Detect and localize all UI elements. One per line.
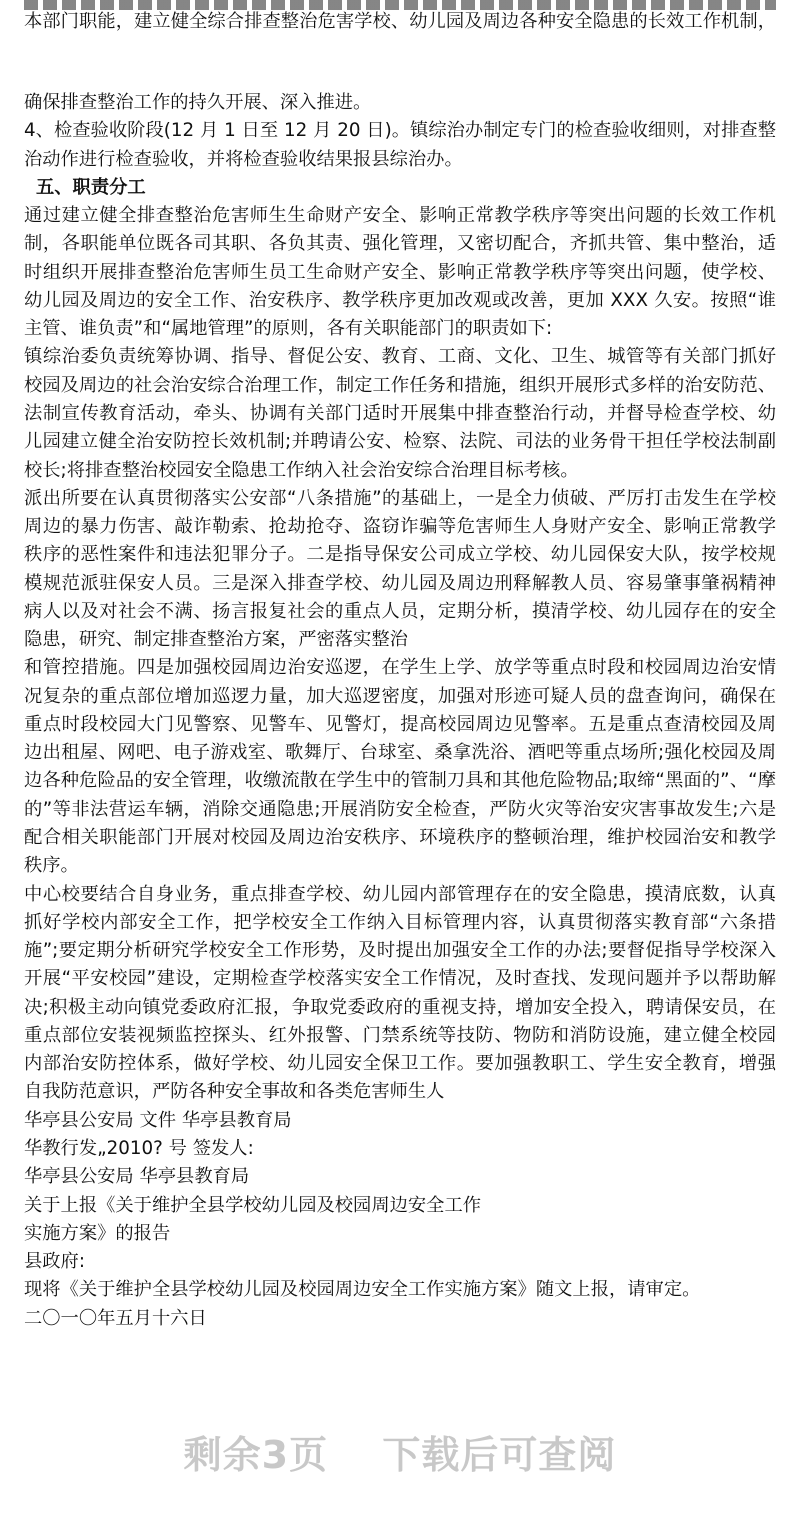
- remaining-pages-label: 剩余3页: [183, 1433, 329, 1477]
- text-line: 时组织开展排查整治危害师生员工生命财产安全、影响正常教学秩序等突出问题，使学校、: [24, 261, 776, 283]
- text-line: 治动作进行检查验收，并将检查验收结果报县综治办。: [24, 148, 463, 170]
- text-line: 实施方案》的报告: [24, 1222, 171, 1244]
- text-line: 决;积极主动向镇党委政府汇报，争取党委政府的重视支持，增加安全投入，聘请保安员，在: [24, 996, 776, 1018]
- text-line: 模规范派驻保安人员。三是深入排查学校、幼儿园及周边刑释解教人员、容易肇事肇祸精神: [24, 572, 776, 594]
- text-line: 现将《关于维护全县学校幼儿园及校园周边安全工作实施方案》随文上报，请审定。: [24, 1279, 701, 1301]
- text-line: 通过建立健全排查整治危害师生生命财产安全、影响正常教学秩序等突出问题的长效工作机: [24, 205, 776, 227]
- text-line: 4、检查验收阶段(12 月 1 日至 12 月 20 日)。镇综治办制定专门的检查验收细则，对排查整: [24, 120, 776, 142]
- text-line: 况复杂的重点部位增加巡逻力量，加大巡逻密度，加强对形迹可疑人员的盘查询问，确保在: [24, 685, 776, 707]
- text-line: 本部门职能，建立健全综合排查整治危害学校、幼儿园及周边各种安全隐患的长效工作机制，: [24, 11, 776, 32]
- preview-footer[interactable]: [0, 1424, 800, 1479]
- download-prompt[interactable]: 下载后可查阅: [382, 1433, 617, 1477]
- text-line: 主管、谁负责”和“属地管理”的原则，各有关职能部门的职责如下:: [24, 318, 553, 340]
- text-line: 县政府:: [24, 1251, 86, 1273]
- text-line: 儿园建立健全治安防控长效机制;并聘请公安、检察、法院、司法的业务骨干担任学校法制副: [24, 431, 776, 453]
- text-line: 关于上报《关于维护全县学校幼儿园及校园周边安全工作: [24, 1194, 482, 1216]
- text-line: 重点部位安装视频监控探头、红外报警、门禁系统等技防、物防和消防设施，建立健全校园: [24, 1024, 776, 1046]
- text-line: 抓好学校内部安全工作，把学校安全工作纳入目标管理内容，认真贯彻落实教育部“六条措: [24, 911, 776, 933]
- text-line: 配合相关职能部门开展对校园及周边治安秩序、环境秩序的整顿治理，维护校园治安和教学: [24, 827, 776, 849]
- text-line: 开展“平安校园”建设，定期检查学校落实安全工作情况，及时查找、发现问题并予以帮助解: [24, 968, 776, 990]
- text-line: 派出所要在认真贯彻落实公安部“八条措施”的基础上，一是全力侦破、严厉打击发生在学校: [24, 487, 776, 509]
- text-line: 华亭县公安局 华亭县教育局: [24, 1166, 250, 1188]
- text-line: 校园及周边的社会治安综合治理工作，制定工作任务和措施，组织开展形式多样的治安防范、: [24, 374, 776, 396]
- text-line: 法制宣传教育活动，牵头、协调有关部门适时开展集中排查整治行动，并督导检查学校、幼: [24, 402, 776, 424]
- text-line: 确保排查整治工作的持久开展、深入推进。: [24, 92, 372, 113]
- text-line: 制，各职能单位既各司其职、各负其责、强化管理，又密切配合，齐抓共管、集中整治，适: [24, 233, 776, 255]
- text-line: 镇综治委负责统筹协调、指导、督促公安、教育、工商、文化、卫生、城管等有关部门抓好: [24, 346, 776, 368]
- text-line: 中心校要结合自身业务，重点排查学校、幼儿园内部管理存在的安全隐患，摸清底数，认真: [24, 883, 776, 905]
- text-line: 幼儿园及周边的安全工作、治安秩序、教学秩序更加改观或改善，更加 XXX 久安。按照“谁: [24, 289, 776, 311]
- text-line: 重点时段校园大门见警察、见警车、见警灯，提高校园周边见警率。五是重点查清校园及周: [24, 713, 776, 735]
- text-line: 自我防范意识，严防各种安全事故和各类危害师生人: [24, 1081, 445, 1103]
- text-line: 校长;将排查整治校园安全隐患工作纳入社会治安综合治理目标考核。: [24, 459, 579, 481]
- text-line: 边出租屋、网吧、电子游戏室、歌舞厅、台球室、桑拿洗浴、酒吧等重点场所;强化校园及周: [24, 742, 776, 764]
- text-line: 华教行发„2010? 号 签发人:: [24, 1137, 254, 1159]
- text-line: 病人以及对社会不满、扬言报复社会的重点人员，定期分析，摸清学校、幼儿园存在的安全: [24, 600, 776, 622]
- text-line: 秩序。: [24, 855, 79, 877]
- text-line: 施”;要定期分析研究学校安全工作形势，及时提出加强安全工作的办法;要督促指导学校深入: [24, 940, 776, 962]
- text-line: 边各种危险品的安全管理，收缴流散在学生中的管制刀具和其他危险物品;取缔“黑面的”、“摩: [24, 770, 776, 792]
- text-line: 的”等非法营运车辆，消除交通隐患;开展消防安全检查，严防火灾等治安灾害事故发生;六是: [24, 798, 776, 820]
- text-line: 秩序的恶性案件和违法犯罪分子。二是指导保安公司成立学校、幼儿园保安大队，按学校规: [24, 544, 776, 566]
- text-line: 周边的暴力伤害、敲诈勒索、抢劫抢夺、盗窃诈骗等危害师生人身财产安全、影响正常教学: [24, 516, 776, 538]
- text-line: 和管控措施。四是加强校园周边治安巡逻，在学生上学、放学等重点时段和校园周边治安情: [24, 657, 776, 679]
- text-line: 隐患，研究、制定排查整治方案，严密落实整治: [24, 629, 408, 651]
- text-line: 二〇一〇年五月十六日: [24, 1307, 207, 1329]
- text-line: 内部治安防控体系，做好学校、幼儿园安全保卫工作。要加强教职工、学生安全教育，增强: [24, 1053, 776, 1075]
- text-line: 华亭县公安局 文件 华亭县教育局: [24, 1109, 292, 1131]
- section-heading: 五、职责分工: [36, 176, 146, 198]
